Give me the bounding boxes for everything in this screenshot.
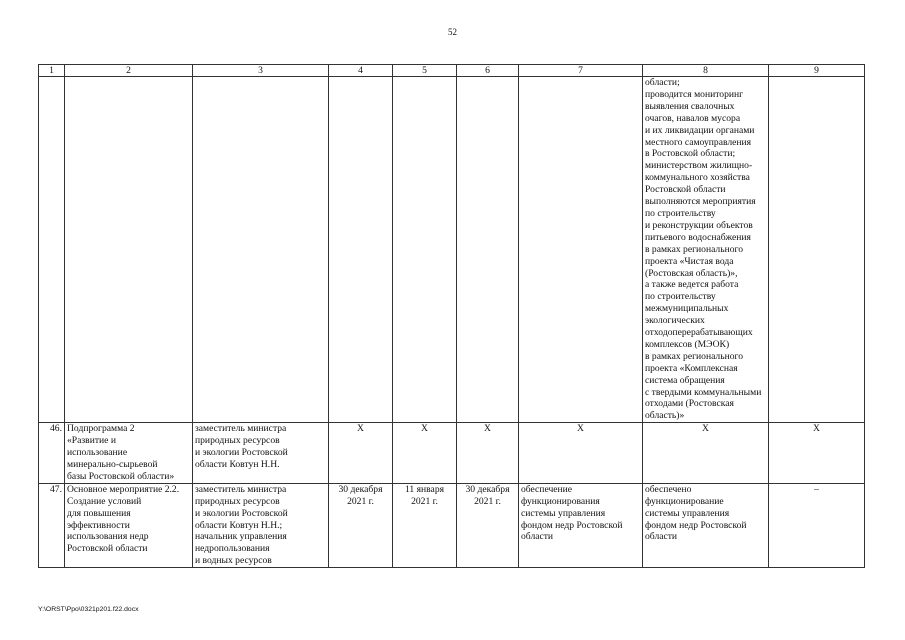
row-col9: – <box>769 483 865 567</box>
footer-file-path: Y:\ORST\Ppo\0321p201.f22.docx <box>38 606 139 613</box>
header-col-5: 5 <box>393 65 457 77</box>
row-col9: Х <box>769 423 865 484</box>
row-number: 47. <box>39 483 65 567</box>
header-col-7: 7 <box>519 65 643 77</box>
cell-empty <box>329 77 393 423</box>
header-col-3: 3 <box>193 65 329 77</box>
cell-empty <box>769 77 865 423</box>
table-row <box>39 423 865 484</box>
row-number: 46. <box>39 423 65 484</box>
row-col7-cell <box>519 483 643 567</box>
cell-empty <box>519 77 643 423</box>
header-col-1: 1 <box>39 65 65 77</box>
row-col5: Х <box>393 423 457 484</box>
continuation-row <box>39 77 865 423</box>
row-col8: обеспечено функционирование системы управления фондом недр Ростовской области <box>645 483 747 543</box>
header-col-9: 9 <box>769 65 865 77</box>
cell-empty <box>193 77 329 423</box>
row-col4: Х <box>329 423 393 484</box>
row-col8: Х <box>643 423 769 484</box>
page-number: 52 <box>448 27 457 37</box>
row-col7: обеспечение функционирования системы управления фондом недр Ростовской области <box>521 483 623 543</box>
row-name-cell <box>65 483 193 567</box>
table-row <box>39 483 865 567</box>
row-col5: 11 января 2021 г. <box>404 483 445 507</box>
header-col-8: 8 <box>643 65 769 77</box>
row-name: Основное мероприятие 2.2. Создание условий для повышения эффективности использования недр Ростовской области <box>67 483 180 555</box>
cell-empty <box>457 77 519 423</box>
continuation-result-text: области; проводится мониторинг выявления свалочных очагов, навалов мусора и их ликвидации органами местного самоуправления в Ростовской области; министерством жилищно- коммунального хозяйства Ростовской области выполняются мероприятия по строительству и реконструкции объектов питьевого водоснабжения в рамках регионального проекта «Чистая вода (Ростовская область)», а также ведется работа по строительству межмуниципальных экологических отходоперерабатывающих комплексов (МЭОК) в рамках регионального проекта «Комплексная система обращения с твердыми коммунальными отходами (Ростовская область)» <box>645 77 762 422</box>
row-col6: Х <box>457 423 519 484</box>
header-row <box>39 65 865 77</box>
row-col7: Х <box>519 423 643 484</box>
row-responsible-cell <box>193 483 329 567</box>
row-col6-cell <box>457 483 519 567</box>
report-table <box>38 64 865 568</box>
header-col-4: 4 <box>329 65 393 77</box>
continuation-result-cell <box>643 77 769 423</box>
header-col-6: 6 <box>457 65 519 77</box>
row-responsible-cell <box>193 423 329 484</box>
cell-empty <box>393 77 457 423</box>
row-name-cell <box>65 423 193 484</box>
row-name: Подпрограмма 2 «Развитие и использование минерально-сырьевой базы Ростовской области» <box>67 423 175 482</box>
row-col5-cell <box>393 483 457 567</box>
row-responsible: заместитель министра природных ресурсов и экологии Ростовской области Ковтун Н.Н.; начальник управления недропользования и водных ресурсов <box>195 483 288 567</box>
row-col6: 30 декабря 2021 г. <box>465 483 510 507</box>
cell-empty <box>39 77 65 423</box>
cell-empty <box>65 77 193 423</box>
row-responsible: заместитель министра природных ресурсов и экологии Ростовской области Ковтун Н.Н. <box>195 423 288 470</box>
header-col-2: 2 <box>65 65 193 77</box>
row-col8-cell <box>643 483 769 567</box>
row-col4: 30 декабря 2021 г. <box>338 483 383 507</box>
row-col4-cell <box>329 483 393 567</box>
